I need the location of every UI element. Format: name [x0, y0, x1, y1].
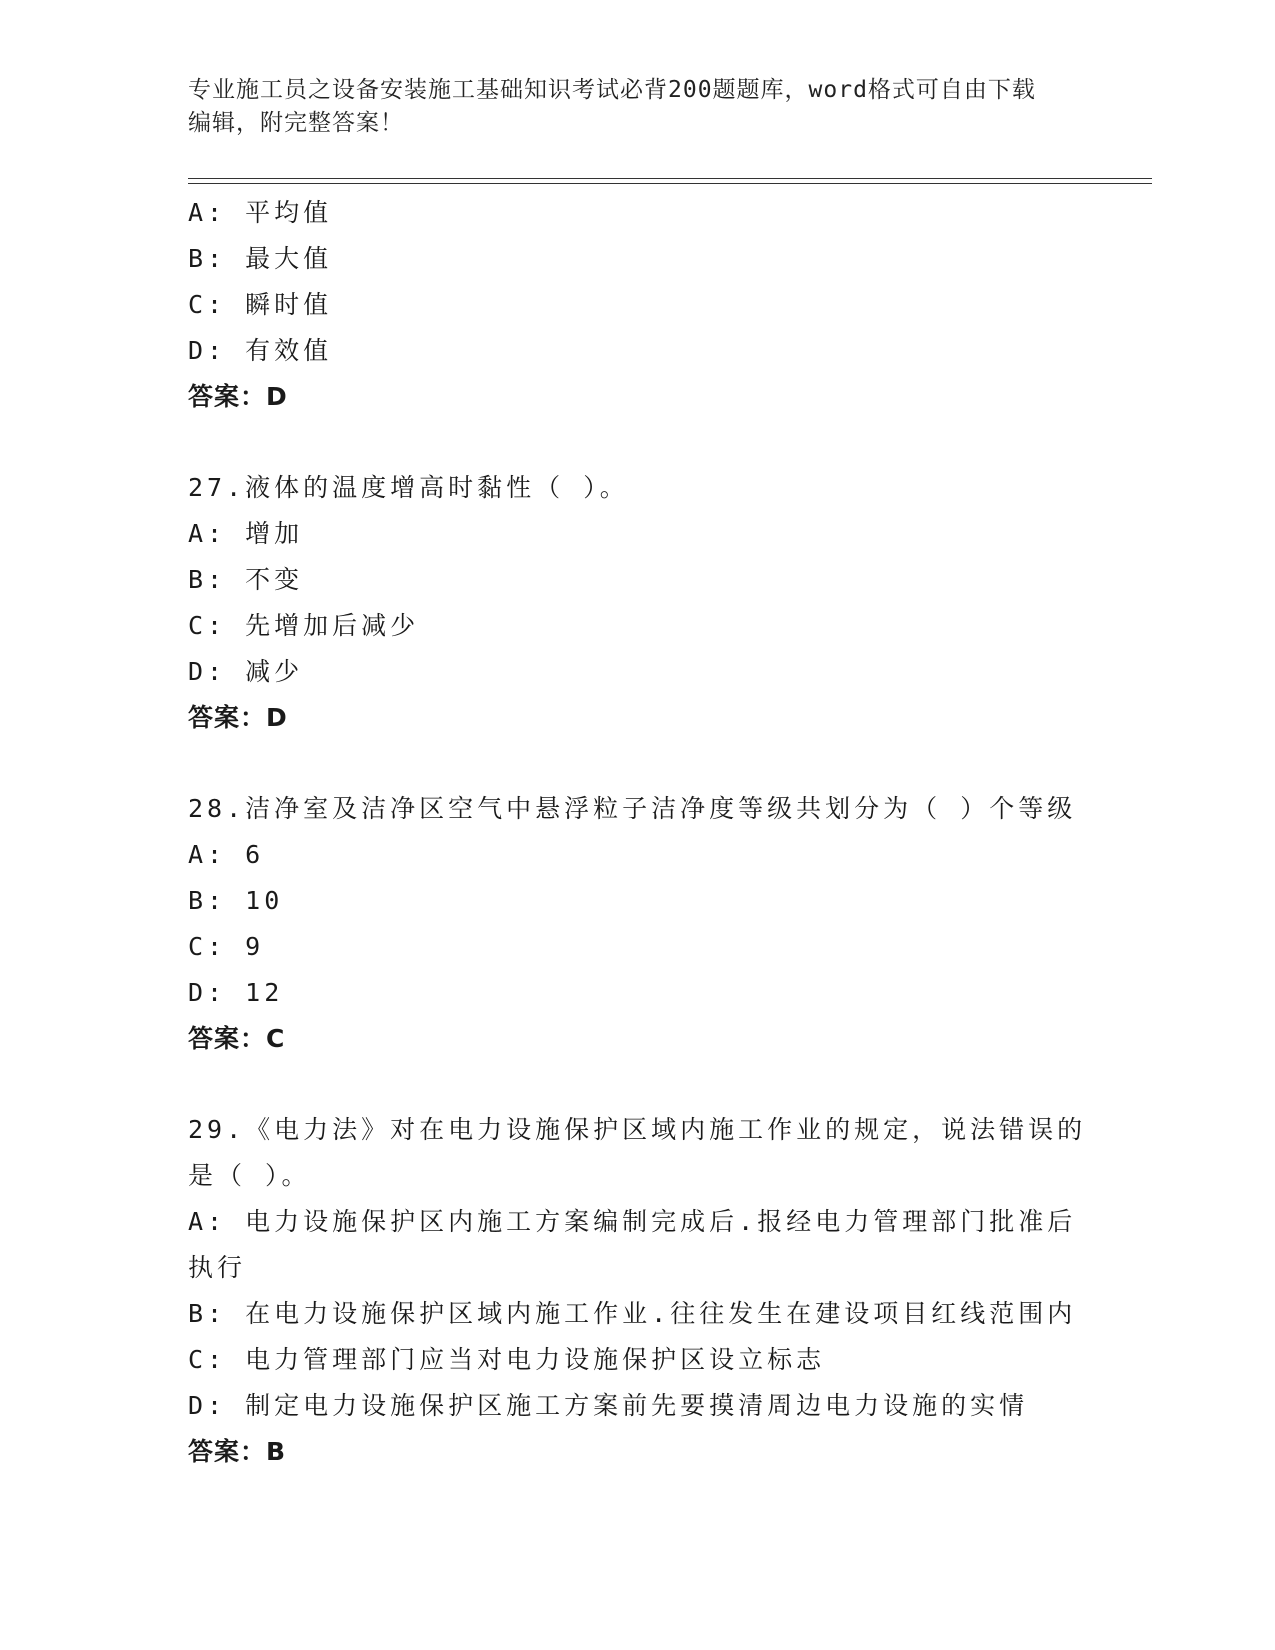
- question-block: [188, 1107, 1088, 1475]
- header-divider-bottom: [188, 183, 1152, 184]
- header-line-1: 专业施工员之设备安装施工基础知识考试必背200题题库，word格式可自由下载: [188, 77, 1036, 103]
- answer-text: 答案：D: [188, 703, 288, 732]
- question-list: [188, 190, 1088, 1475]
- option-c: C: 电力管理部门应当对电力设施保护区设立标志: [188, 1345, 826, 1374]
- option-d: D: 有效值: [188, 336, 333, 365]
- answer-text: 答案：B: [188, 1437, 287, 1466]
- option-b: B: 在电力设施保护区域内施工作业.往往发生在建设项目红线范围内: [188, 1299, 1077, 1328]
- header-line-2: 编辑，附完整答案！: [188, 110, 404, 136]
- question-title-line-2: 是（ ）。: [188, 1161, 311, 1190]
- question-block: [188, 465, 1088, 741]
- option-d: D: 减少: [188, 657, 304, 686]
- option-a: A: 增加: [188, 519, 304, 548]
- option-b: B: 10: [188, 886, 284, 915]
- answer-text: 答案：D: [188, 382, 288, 411]
- option-d: D: 制定电力设施保护区施工方案前先要摸清周边电力设施的实情: [188, 1391, 1029, 1420]
- option-a: A: 6: [188, 840, 265, 869]
- option-c: C: 瞬时值: [188, 290, 333, 319]
- option-c: C: 先增加后减少: [188, 611, 420, 640]
- question-title-line-1: 29.《电力法》对在电力设施保护区域内施工作业的规定，说法错误的: [188, 1115, 1087, 1144]
- option-a: A: 平均值: [188, 198, 333, 227]
- spacer: [188, 1062, 1088, 1107]
- option-c: C: 9: [188, 932, 265, 961]
- option-d: D: 12: [188, 978, 284, 1007]
- question-title: 27.液体的温度增高时黏性（ ）。: [188, 473, 629, 502]
- option-b: B: 不变: [188, 565, 304, 594]
- document-header: [188, 74, 1088, 140]
- spacer: [188, 741, 1088, 786]
- option-a-line-1: A: 电力设施保护区内施工方案编制完成后.报经电力管理部门批准后: [188, 1207, 1077, 1236]
- header-divider-top: [188, 178, 1152, 179]
- option-a-line-2: 执行: [188, 1253, 247, 1282]
- option-b: B: 最大值: [188, 244, 333, 273]
- answer-text: 答案：C: [188, 1024, 286, 1053]
- question-title: 28.洁净室及洁净区空气中悬浮粒子洁净度等级共划分为（ ）个等级: [188, 794, 1077, 823]
- spacer: [188, 420, 1088, 465]
- question-block: [188, 190, 1088, 420]
- question-block: [188, 786, 1088, 1062]
